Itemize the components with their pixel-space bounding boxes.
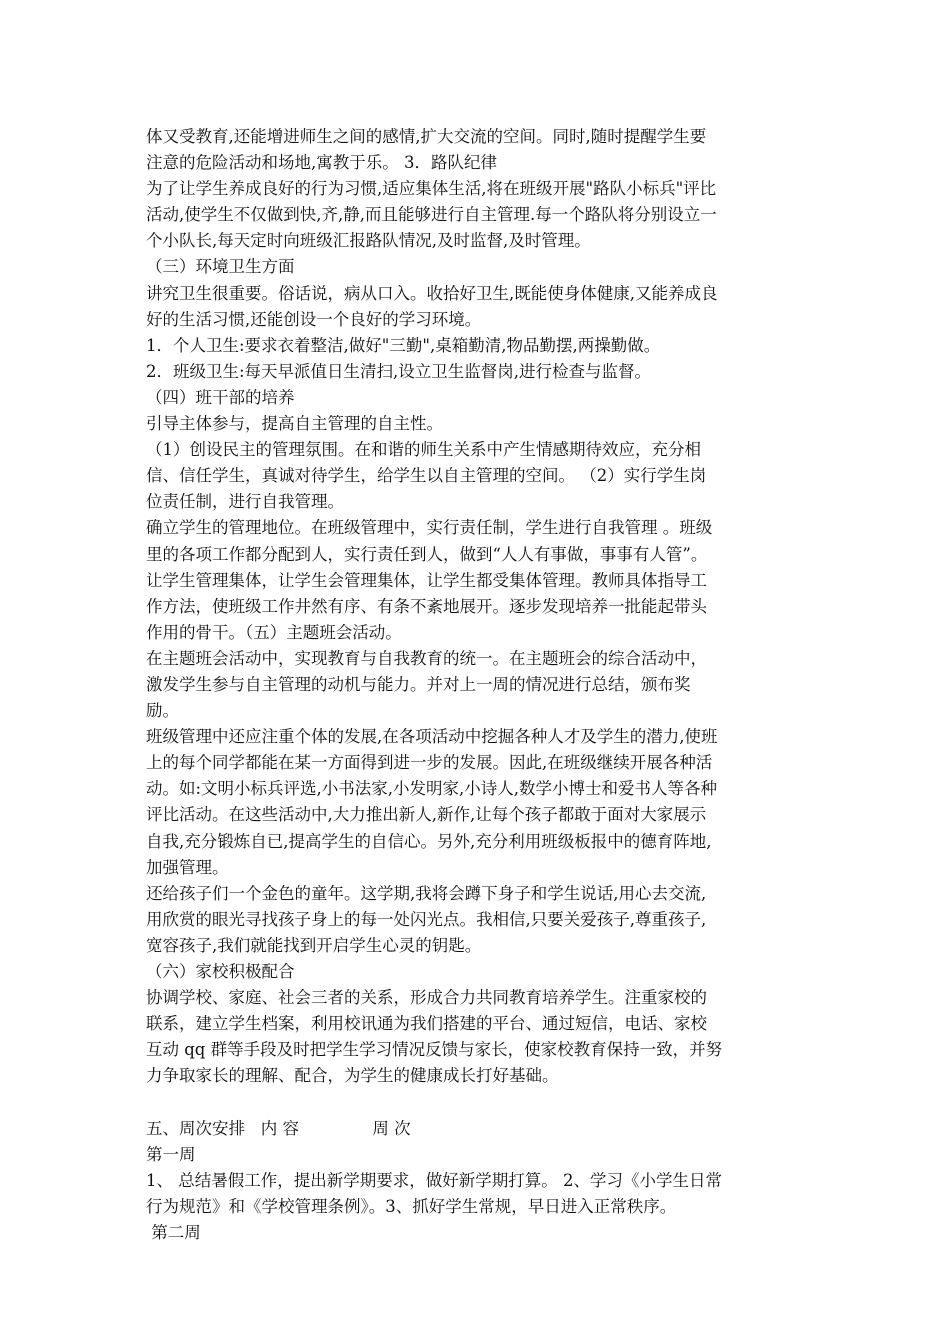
- text-line: 动。如:文明小标兵评选,小书法家,小发明家,小诗人,数学小博士和爱书人等各种: [146, 779, 718, 799]
- text-line: （四）班干部的培养: [146, 387, 295, 407]
- text-line: 互动 qq 群等手段及时把学生学习情况反馈与家长，使家校教育保持一致，并努: [146, 1040, 723, 1060]
- text-line: 还给孩子们一个金色的童年。这学期,我将会蹲下身子和学生说话,用心去交流,: [146, 883, 707, 903]
- text-line: 里的各项工作都分配到人，实行责任到人，做到“人人有事做，事事有人管”。: [146, 544, 708, 564]
- text-line: 励。: [146, 701, 179, 721]
- text-line: 信、信任学生，真诚对待学生，给学生以自主管理的空间。 （2）实行学生岗: [146, 466, 707, 486]
- text-line: 体又受教育,还能增进师生之间的感情,扩大交流的空间。同时,随时提醒学生要: [146, 127, 707, 146]
- text-line: 作方法，使班级工作井然有序、有条不紊地展开。逐步发现培养一批能起带头: [146, 596, 707, 616]
- blank-line: [146, 1089, 806, 1115]
- text-line: 注意的危险活动和场地,寓教于乐。 3．路队纪律: [146, 153, 497, 173]
- text-line: 1．个人卫生:要求衣着整洁,做好"三勤",桌箱勤清,物品勤摆,两操勤做。: [146, 335, 661, 355]
- text-line: 自我,充分锻炼自已,提高学生的自信心。另外,充分利用班级板报中的德育阵地,: [146, 831, 712, 851]
- text-line: 评比活动。在这些活动中,大力推出新人,新作,让每个孩子都敢于面对大家展示: [146, 805, 707, 825]
- text-line: 为了让学生养成良好的行为习惯,适应集体生活,将在班级开展"路队小标兵"评比: [146, 179, 717, 199]
- text-line: 讲究卫生很重要。俗话说，病从口入。收拾好卫生,既能使身体健康,又能养成良: [146, 283, 718, 303]
- text-line: 位责任制，进行自我管理。: [146, 492, 344, 512]
- text-line: 1、 总结暑假工作，提出新学期要求，做好新学期打算。 2、学习《小学生日常: [146, 1170, 722, 1190]
- text-line: 宽容孩子,我们就能找到开启学生心灵的钥匙。: [146, 935, 482, 955]
- text-line: 五、周次安排 内 容 周 次: [146, 1118, 411, 1138]
- text-line: 第一周: [146, 1144, 196, 1164]
- text-line: 上的每个同学都能在某一方面得到进一步的发展。因此,在班级继续开展各种活: [146, 753, 713, 773]
- text-line: 活动,使学生不仅做到快,齐,静,而且能够进行自主管理.每一个路队将分别设立一: [146, 205, 717, 225]
- text-line: 班级管理中还应注重个体的发展,在各项活动中挖掘各种人才及学生的潜力,使班: [146, 727, 718, 747]
- text-line: 让学生管理集体，让学生会管理集体，让学生都受集体管理。教师具体指导工: [146, 570, 707, 590]
- text-line: 个小队长,每天定时向班级汇报路队情况,及时监督,及时管理。: [146, 231, 591, 251]
- text-line: 协调学校、家庭、社会三者的关系，形成合力共同教育培养学生。注重家校的: [146, 988, 707, 1008]
- text-line: （三）环境卫生方面: [146, 257, 295, 277]
- text-line: 好的生活习惯,还能创设一个良好的学习环境。: [146, 309, 482, 329]
- text-line: 行为规范》和《学校管理条例》。3、抓好学生常规，早日进入正常秩序。: [146, 1196, 677, 1216]
- text-line: 作用的骨干。（五）主题班会活动。: [146, 622, 402, 642]
- text-line: 第二周: [146, 1222, 201, 1242]
- text-line: 用欣赏的眼光寻找孩子身上的每一处闪光点。我相信,只要关爱孩子,尊重孩子,: [146, 909, 707, 929]
- text-line: 确立学生的管理地位。在班级管理中，实行责任制，学生进行自我管理 。班级: [146, 518, 713, 538]
- text-line: （1）创设民主的管理氛围。在和谐的师生关系中产生情感期待效应，充分相: [146, 440, 701, 460]
- text-line: 引导主体参与，提高自主管理的自主性。: [146, 414, 443, 434]
- document-body: [146, 124, 806, 1246]
- text-line: 力争取家长的理解、配合，为学生的健康成长打好基础。: [146, 1066, 559, 1086]
- text-line: 在主题班会活动中，实现教育与自我教育的统一。在主题班会的综合活动中，: [146, 648, 707, 668]
- text-line: 激发学生参与自主管理的动机与能力。并对上一周的情况进行总结，颁布奖: [146, 674, 691, 694]
- text-line: 联系，建立学生档案，利用校讯通为我们搭建的平台、通过短信，电话、家校: [146, 1014, 707, 1034]
- text-line: 加强管理。: [146, 857, 229, 877]
- text-line: 2．班级卫生:每天早派值日生清扫,设立卫生监督岗,进行检查与监督。: [146, 361, 652, 381]
- text-line: （六）家校积极配合: [146, 962, 295, 981]
